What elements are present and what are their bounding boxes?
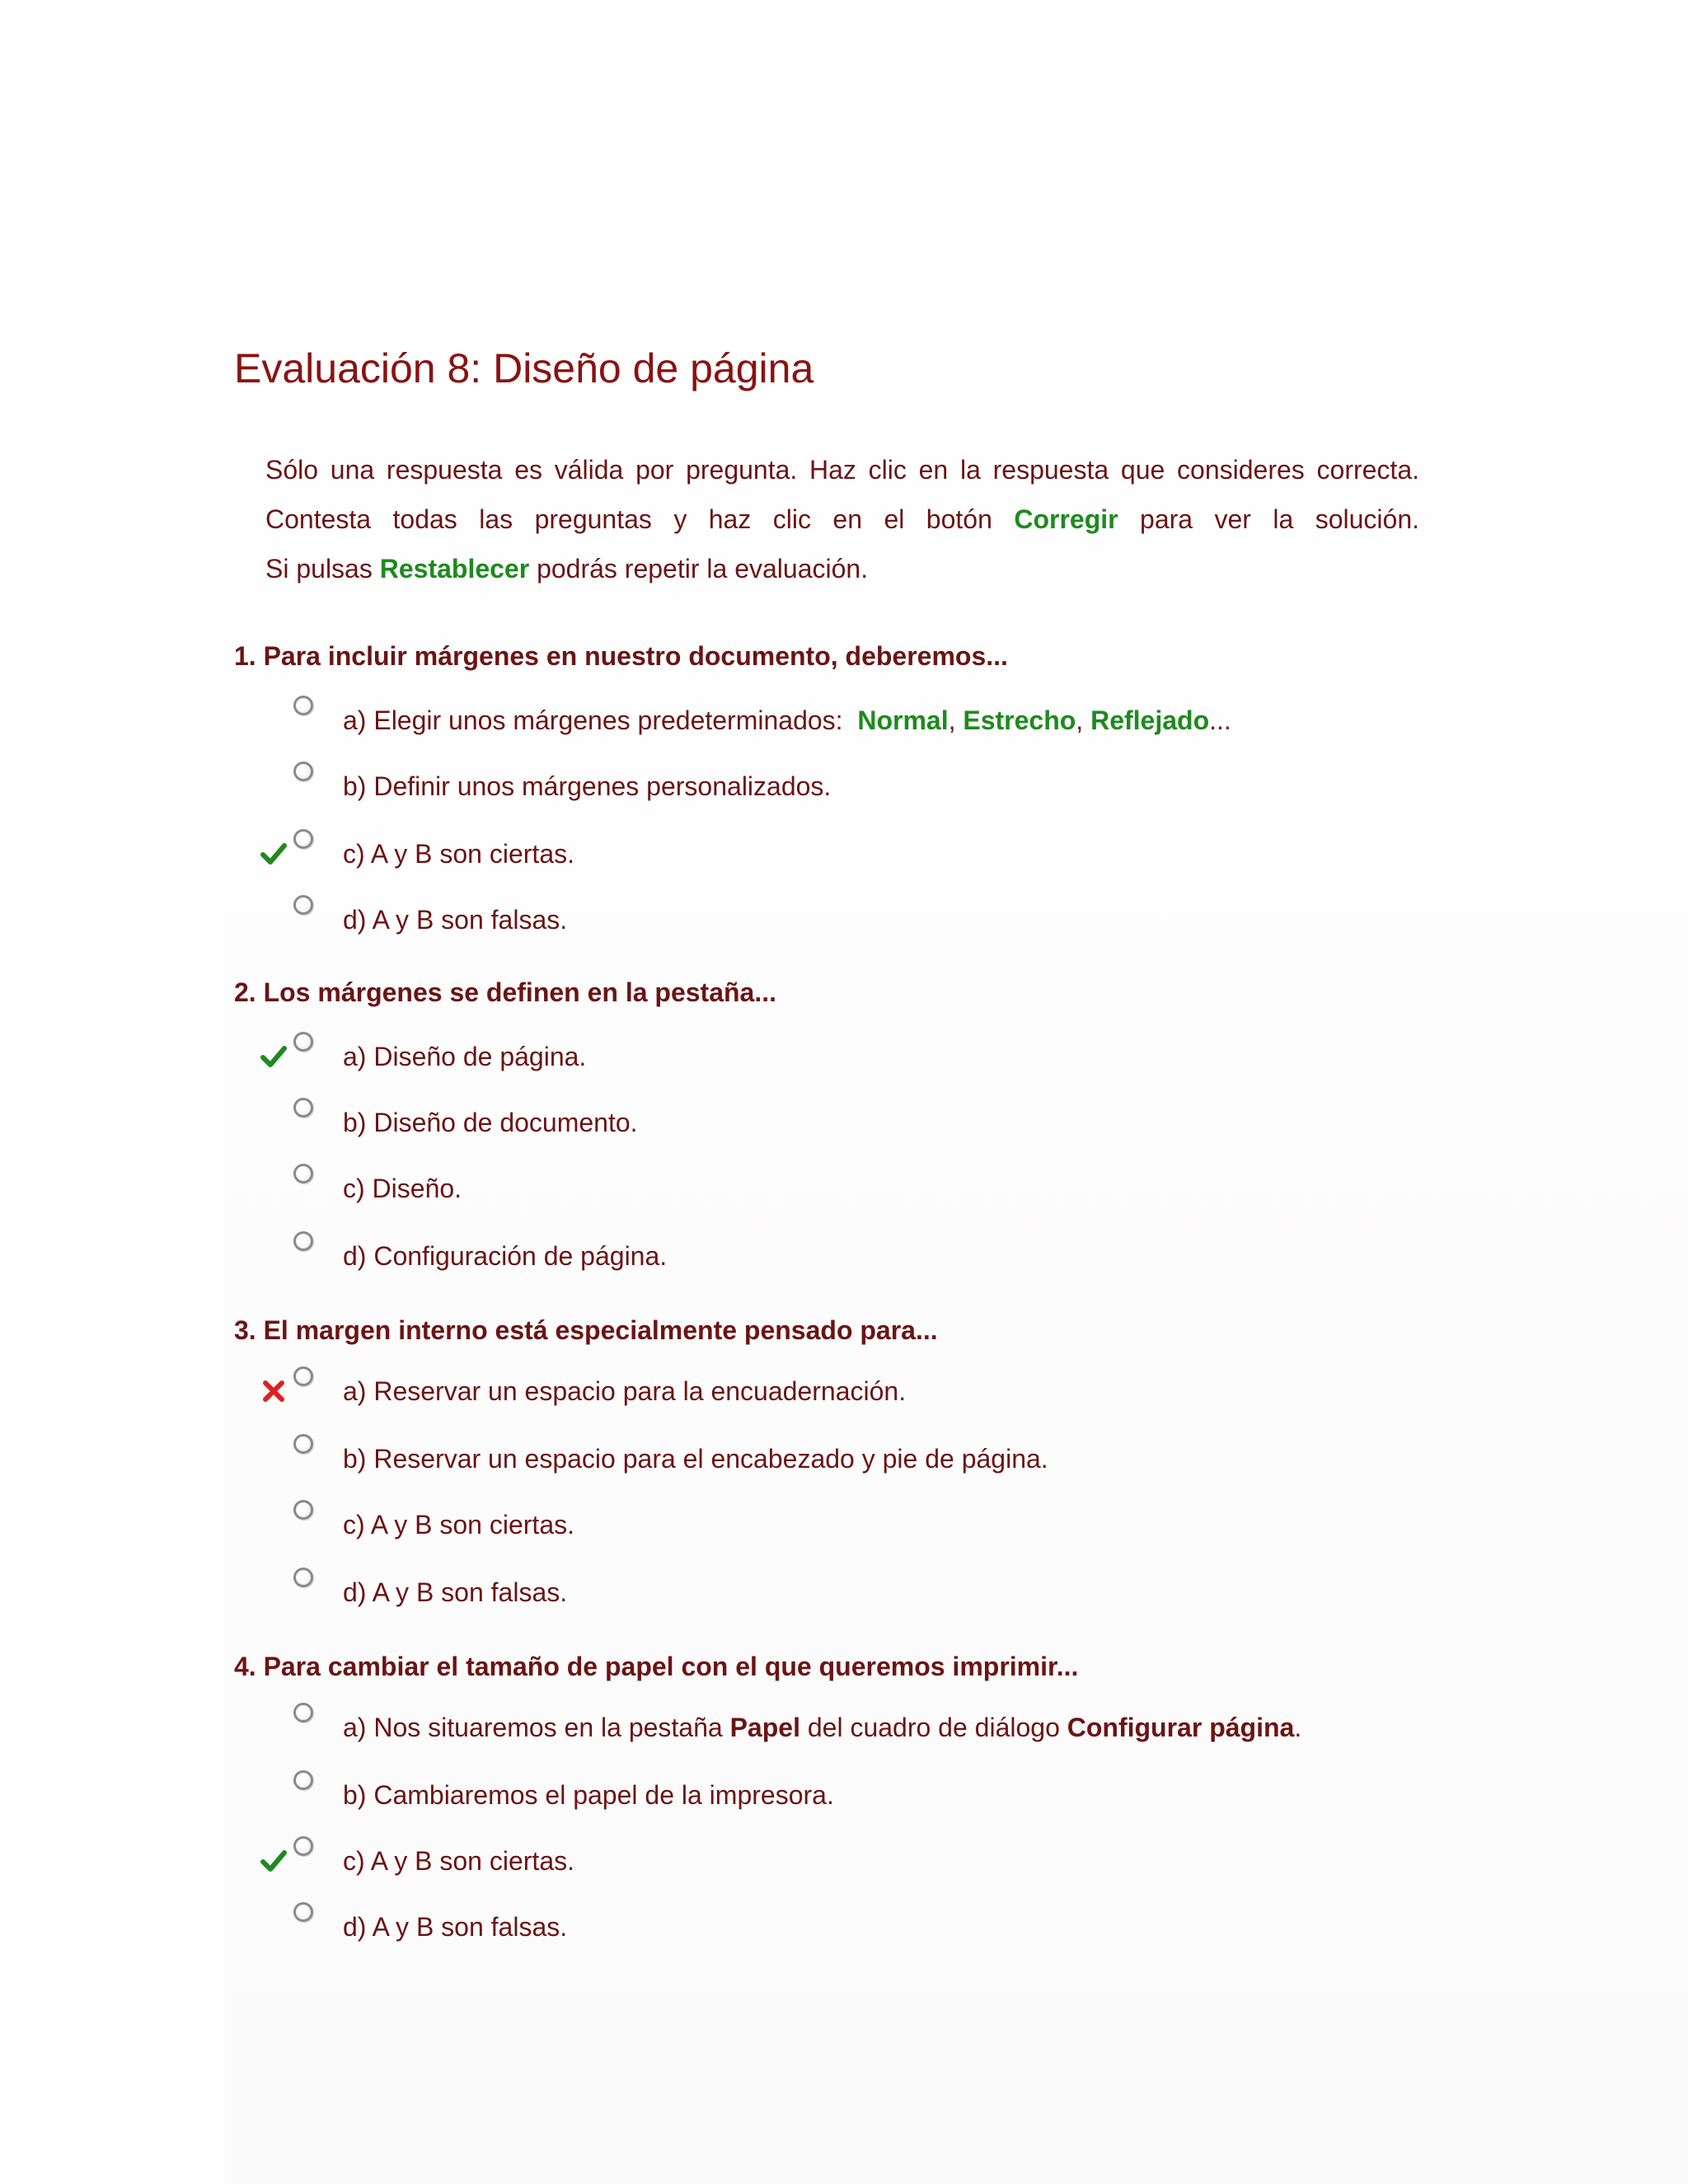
radio-button[interactable] bbox=[293, 1836, 313, 1856]
radio-button[interactable] bbox=[293, 1366, 313, 1386]
question-4: 4. Para cambiar el tamaño de papel con el que queremos imprimir... bbox=[234, 1652, 1079, 1681]
option-keyword: Estrecho bbox=[963, 705, 1076, 735]
q4-option-b[interactable] bbox=[260, 1770, 1497, 1820]
radio-button[interactable] bbox=[293, 1568, 313, 1587]
q3-option-b[interactable] bbox=[260, 1434, 1497, 1483]
q1-option-c[interactable] bbox=[260, 829, 1497, 879]
option-label: a) Diseño de página. bbox=[343, 1042, 587, 1071]
instructions-line-3-post: podrás repetir la evaluación. bbox=[537, 554, 869, 583]
option-keyword: Papel bbox=[729, 1713, 800, 1742]
radio-button[interactable] bbox=[293, 829, 313, 849]
radio-button[interactable] bbox=[293, 1902, 313, 1922]
correct-check-icon bbox=[260, 1043, 287, 1070]
instructions-line-2 bbox=[265, 494, 1419, 544]
option-label: c) A y B son ciertas. bbox=[343, 1510, 574, 1540]
option-label: d) A y B son falsas. bbox=[343, 1577, 568, 1607]
radio-button[interactable] bbox=[293, 1434, 313, 1454]
q2-option-c[interactable] bbox=[260, 1164, 1497, 1213]
question-2: 2. Los márgenes se definen en la pestaña... bbox=[234, 977, 777, 1007]
option-label: a) Nos situaremos en la pestaña Papel del cuadro de diálogo Configurar página. bbox=[343, 1713, 1302, 1742]
corregir-label: Corregir bbox=[1014, 504, 1118, 534]
restablecer-label: Restablecer bbox=[379, 554, 530, 583]
q2-option-a[interactable] bbox=[260, 1032, 1497, 1081]
correct-check-icon bbox=[260, 841, 287, 867]
instructions bbox=[265, 445, 1419, 593]
option-label: a) Elegir unos márgenes predeterminados: Normal, Estrecho, Reflejado... bbox=[343, 705, 1231, 735]
q4-option-c[interactable] bbox=[260, 1836, 1497, 1886]
radio-button[interactable] bbox=[293, 1032, 313, 1052]
q2-option-b[interactable] bbox=[260, 1098, 1497, 1147]
radio-button[interactable] bbox=[293, 1164, 313, 1183]
instructions-line-1: Sólo una respuesta es válida por pregunta. Haz clic en la respuesta que consideres correcta. bbox=[265, 455, 1419, 485]
instructions-line-2-pre: Contesta todas las preguntas y haz clic en el botón bbox=[265, 504, 992, 534]
option-label: d) A y B son falsas. bbox=[343, 1912, 568, 1942]
radio-button[interactable] bbox=[293, 696, 313, 715]
radio-button[interactable] bbox=[293, 1703, 313, 1722]
instructions-line-2-post: para ver la solución. bbox=[1140, 504, 1420, 534]
question-1: 1. Para incluir márgenes en nuestro documento, deberemos... bbox=[234, 641, 1008, 671]
option-label: c) A y B son ciertas. bbox=[343, 1846, 574, 1876]
option-keyword: Configurar página bbox=[1067, 1713, 1295, 1742]
option-label: b) Diseño de documento. bbox=[343, 1108, 638, 1137]
question-3: 3. El margen interno está especialmente pensado para... bbox=[234, 1315, 938, 1345]
q1-option-a[interactable] bbox=[260, 696, 1497, 745]
q1-option-b[interactable] bbox=[260, 762, 1497, 811]
q4-option-d[interactable] bbox=[260, 1902, 1497, 1952]
option-label: d) A y B son falsas. bbox=[343, 905, 568, 935]
option-keyword: Reflejado bbox=[1090, 705, 1210, 735]
radio-button[interactable] bbox=[293, 1500, 313, 1520]
radio-button[interactable] bbox=[293, 1231, 313, 1251]
q1-option-d[interactable] bbox=[260, 895, 1497, 944]
instructions-line-3-pre: Si pulsas bbox=[265, 554, 373, 583]
option-label: d) Configuración de página. bbox=[343, 1241, 668, 1271]
option-label: c) A y B son ciertas. bbox=[343, 839, 574, 869]
radio-button[interactable] bbox=[293, 895, 313, 915]
radio-button[interactable] bbox=[293, 1770, 313, 1790]
radio-button[interactable] bbox=[293, 762, 313, 781]
correct-check-icon bbox=[260, 1848, 287, 1874]
q3-option-a[interactable] bbox=[260, 1366, 1497, 1416]
option-label: c) Diseño. bbox=[343, 1174, 462, 1203]
incorrect-cross-icon bbox=[260, 1378, 287, 1404]
q3-option-c[interactable] bbox=[260, 1500, 1497, 1549]
q3-option-d[interactable] bbox=[260, 1568, 1497, 1617]
option-label: a) Reservar un espacio para la encuadernación. bbox=[343, 1376, 907, 1406]
page-title: Evaluación 8: Diseño de página bbox=[234, 345, 814, 391]
option-label: b) Definir unos márgenes personalizados. bbox=[343, 771, 832, 801]
instructions-line-3 bbox=[265, 544, 1419, 593]
q2-option-d[interactable] bbox=[260, 1231, 1497, 1281]
option-label: b) Cambiaremos el papel de la impresora. bbox=[343, 1780, 834, 1810]
q4-option-a[interactable] bbox=[260, 1703, 1497, 1752]
radio-button[interactable] bbox=[293, 1098, 313, 1118]
option-keyword: Normal bbox=[857, 705, 949, 735]
option-label: b) Reservar un espacio para el encabezado y pie de página. bbox=[343, 1444, 1048, 1474]
